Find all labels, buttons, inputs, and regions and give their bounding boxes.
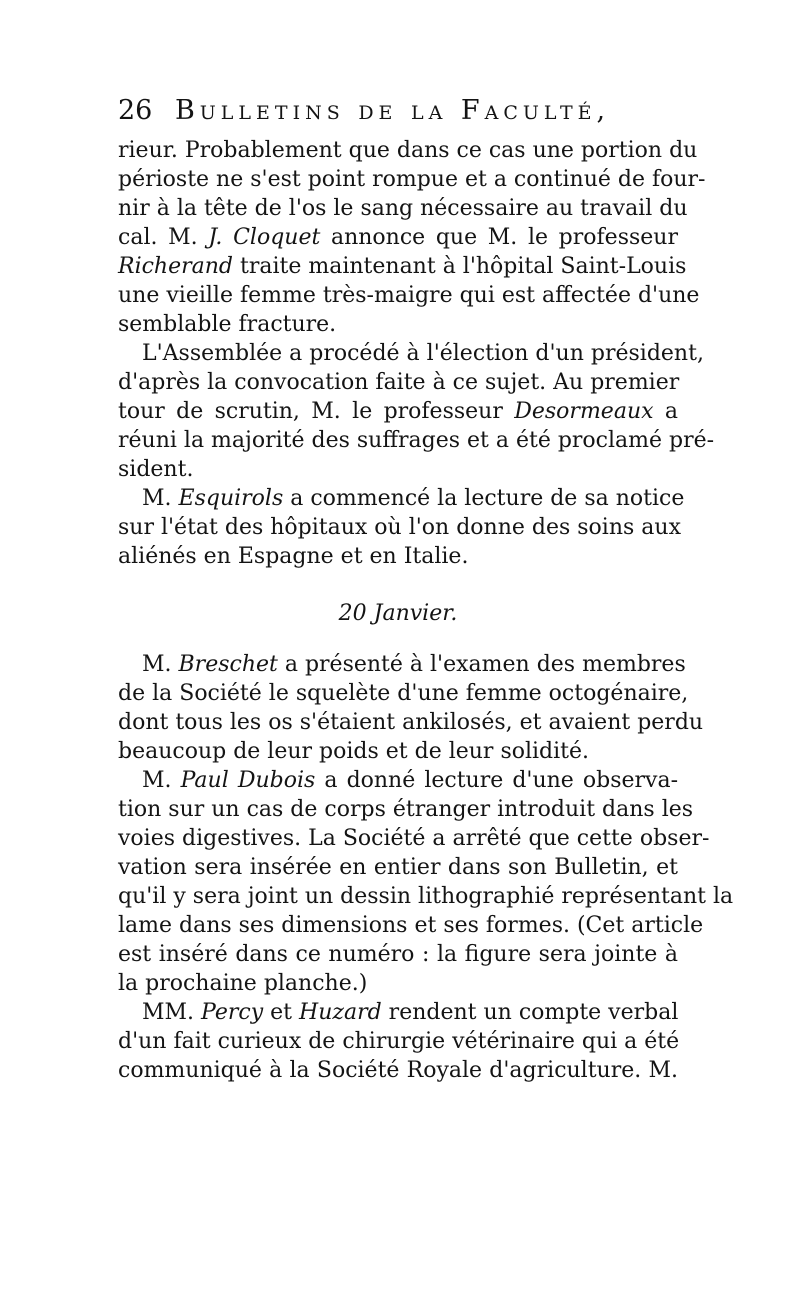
text-line: Richerand traite maintenant à l'hôpital Saint-Louis bbox=[118, 254, 687, 279]
journal-title: Bulletins de la Faculté, bbox=[174, 95, 611, 126]
text-line: réuni la majorité des suffrages et a été proclamé pré- bbox=[118, 428, 715, 453]
text-line: qu'il y sera joint un dessin lithographié représentant la bbox=[118, 884, 734, 909]
text-line: sident. bbox=[118, 457, 194, 482]
text-line: d'un fait curieux de chirurgie vétérinaire qui a été bbox=[118, 1029, 680, 1054]
text-line: d'après la convocation faite à ce sujet. Au premier bbox=[118, 370, 680, 395]
text-line: une vieille femme très-maigre qui est affectée d'une bbox=[118, 283, 700, 308]
text-line: sur l'état des hôpitaux où l'on donne des soins aux bbox=[118, 515, 681, 540]
text-line: de la Société le squelète d'une femme octogénaire, bbox=[118, 681, 689, 706]
text-line: nir à la tête de l'os le sang nécessaire au travail du bbox=[118, 196, 688, 221]
text-line: lame dans ses dimensions et ses formes. (Cet article bbox=[118, 913, 704, 938]
text-line: voies digestives. La Société a arrêté que cette obser- bbox=[118, 826, 710, 851]
text-line: cal. M. J. Cloquet annonce que M. le professeur bbox=[118, 225, 678, 250]
text-line: est inséré dans ce numéro : la figure sera jointe à bbox=[118, 942, 678, 967]
text-line: M. Paul Dubois a donné lecture d'une observa- bbox=[142, 768, 679, 793]
page-number: 26 bbox=[118, 95, 153, 126]
text-line: L'Assemblée a procédé à l'élection d'un président, bbox=[142, 341, 704, 366]
text-line: beaucoup de leur poids et de leur solidité. bbox=[118, 739, 590, 764]
text-line: M. Breschet a présenté à l'examen des membres bbox=[142, 652, 686, 677]
text-line: aliénés en Espagne et en Italie. bbox=[118, 544, 469, 569]
text-line: périoste ne s'est point rompue et a continué de four- bbox=[118, 167, 706, 192]
text-line: semblable fracture. bbox=[118, 312, 337, 337]
body-text bbox=[118, 136, 734, 1085]
date-heading: 20 Janvier. bbox=[338, 601, 458, 626]
text-line: vation sera insérée en entier dans son Bulletin, et bbox=[118, 855, 678, 880]
text-line: rieur. Probablement que dans ce cas une portion du bbox=[118, 138, 698, 163]
text-line: la prochaine planche.) bbox=[118, 971, 368, 996]
text-line: tour de scrutin, M. le professeur Desormeaux a bbox=[118, 399, 679, 424]
running-header bbox=[118, 93, 678, 129]
text-line: dont tous les os s'étaient ankilosés, et avaient perdu bbox=[118, 710, 704, 735]
text-line: MM. Percy et Huzard rendent un compte verbal bbox=[142, 1000, 679, 1025]
text-line: communiqué à la Société Royale d'agriculture. M. bbox=[118, 1058, 678, 1083]
text-line: M. Esquirols a commencé la lecture de sa notice bbox=[142, 486, 685, 511]
text-line: tion sur un cas de corps étranger introduit dans les bbox=[118, 797, 694, 822]
